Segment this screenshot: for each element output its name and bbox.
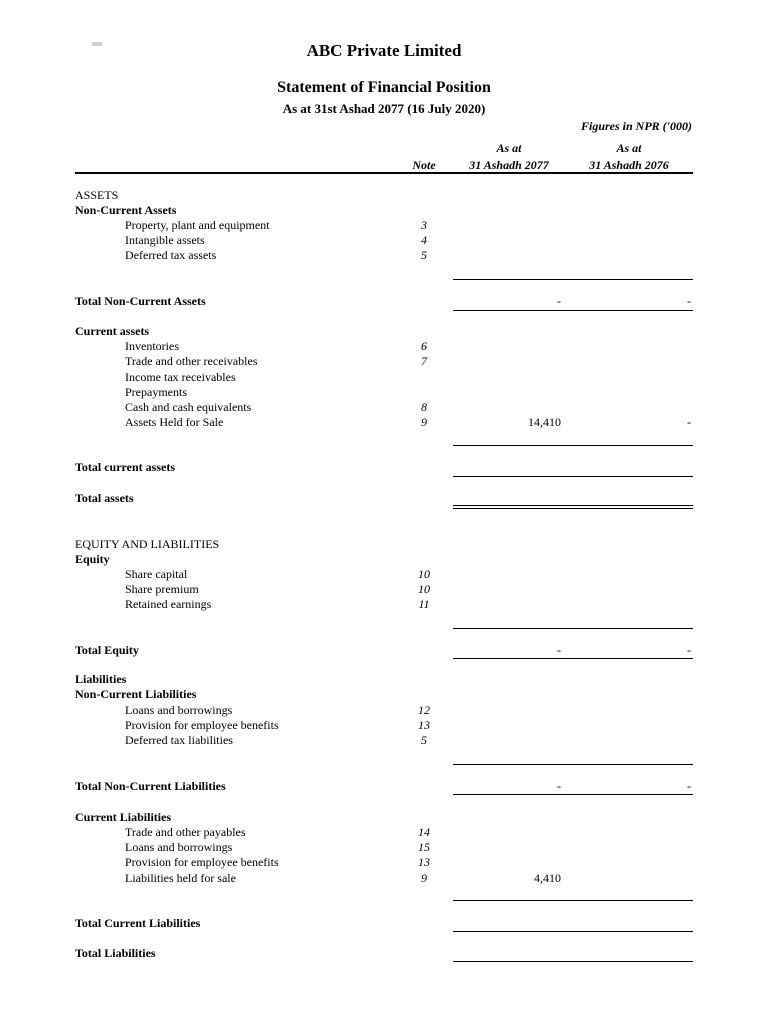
rule-line bbox=[453, 658, 693, 659]
row-label: Trade and other payables bbox=[125, 825, 246, 839]
section-row bbox=[0, 324, 768, 339]
row-label: Deferred tax liabilities bbox=[125, 733, 233, 747]
row-prior-year-value: - bbox=[687, 643, 691, 657]
line-item bbox=[0, 415, 768, 430]
row-label: Trade and other receivables bbox=[125, 354, 258, 368]
section-row bbox=[0, 203, 768, 218]
row-label: Provision for employee benefits bbox=[125, 718, 279, 732]
row-note: 9 bbox=[421, 415, 427, 429]
row-label: Total current assets bbox=[75, 460, 175, 474]
row-note: 14 bbox=[418, 825, 430, 839]
row-label: Total Current Liabilities bbox=[75, 916, 201, 930]
row-label: Total Non-Current Liabilities bbox=[75, 779, 226, 793]
line-item bbox=[0, 871, 768, 886]
rule-line bbox=[453, 931, 693, 932]
row-note: 11 bbox=[418, 597, 430, 611]
rule-line bbox=[453, 961, 693, 962]
line-item bbox=[0, 840, 768, 855]
statement-title: Statement of Financial Position bbox=[277, 79, 491, 96]
row-label: Share premium bbox=[125, 582, 199, 596]
rule-line bbox=[453, 764, 693, 765]
row-label: Total assets bbox=[75, 491, 134, 505]
row-label: Assets Held for Sale bbox=[125, 415, 224, 429]
column-current-year-line1: As at bbox=[496, 141, 522, 155]
row-label: Deferred tax assets bbox=[125, 248, 217, 262]
company-name: ABC Private Limited bbox=[306, 41, 462, 60]
line-item bbox=[0, 733, 768, 748]
row-note: 9 bbox=[421, 871, 427, 885]
section-row bbox=[0, 916, 768, 931]
rule-line bbox=[453, 279, 693, 280]
row-label: ASSETS bbox=[75, 188, 119, 202]
rule-line bbox=[453, 508, 693, 509]
line-item bbox=[0, 855, 768, 870]
row-label: Total Liabilities bbox=[75, 946, 156, 960]
row-note: 5 bbox=[421, 248, 427, 262]
figures-unit-note: Figures in NPR ('000) bbox=[580, 119, 692, 133]
column-prior-year-line2: 31 Ashadh 2076 bbox=[589, 158, 669, 172]
row-label: Liabilities bbox=[75, 672, 127, 686]
rule-line bbox=[453, 476, 693, 477]
row-note: 6 bbox=[421, 339, 427, 353]
row-label: EQUITY AND LIABILITIES bbox=[75, 537, 220, 551]
column-note: Note bbox=[412, 158, 436, 172]
section-row bbox=[0, 460, 768, 475]
line-item bbox=[0, 582, 768, 597]
line-item bbox=[0, 400, 768, 415]
row-label: Loans and borrowings bbox=[125, 840, 233, 854]
line-item bbox=[0, 385, 768, 400]
column-prior-year-line1: As at bbox=[616, 141, 642, 155]
row-note: 10 bbox=[418, 582, 430, 596]
row-label: Intangible assets bbox=[125, 233, 205, 247]
row-current-year-value: 4,410 bbox=[534, 871, 561, 885]
row-label: Cash and cash equivalents bbox=[125, 400, 252, 414]
rule-line bbox=[453, 628, 693, 629]
row-label: Income tax receivables bbox=[125, 370, 236, 384]
section-heading bbox=[0, 537, 768, 552]
section-row bbox=[0, 491, 768, 506]
row-note: 8 bbox=[421, 400, 427, 414]
line-item bbox=[0, 597, 768, 612]
rule-line bbox=[453, 900, 693, 901]
row-current-year-value: 14,410 bbox=[528, 415, 561, 429]
line-item bbox=[0, 339, 768, 354]
row-note: 4 bbox=[421, 233, 427, 247]
rule-line bbox=[453, 310, 693, 311]
section-row bbox=[0, 946, 768, 961]
rule-line bbox=[453, 794, 693, 795]
line-item bbox=[0, 218, 768, 233]
row-note: 12 bbox=[418, 703, 430, 717]
section-row bbox=[0, 552, 768, 567]
row-prior-year-value: - bbox=[687, 294, 691, 308]
section-row bbox=[0, 643, 768, 658]
row-label: Current Liabilities bbox=[75, 810, 172, 824]
row-label: Non-Current Liabilities bbox=[75, 687, 197, 701]
rule-line bbox=[453, 505, 693, 506]
row-prior-year-value: - bbox=[687, 779, 691, 793]
row-note: 7 bbox=[421, 354, 427, 368]
line-item bbox=[0, 825, 768, 840]
row-note: 10 bbox=[418, 567, 430, 581]
row-note: 3 bbox=[421, 218, 427, 232]
row-label: Total Equity bbox=[75, 643, 139, 657]
row-current-year-value: - bbox=[557, 294, 561, 308]
section-heading bbox=[0, 188, 768, 203]
row-label: Loans and borrowings bbox=[125, 703, 233, 717]
row-label: Property, plant and equipment bbox=[125, 218, 270, 232]
row-note: 15 bbox=[418, 840, 430, 854]
row-note: 13 bbox=[418, 718, 430, 732]
section-row bbox=[0, 294, 768, 309]
row-label: Current assets bbox=[75, 324, 150, 338]
row-label: Inventories bbox=[125, 339, 179, 353]
row-label: Prepayments bbox=[125, 385, 187, 399]
line-item bbox=[0, 718, 768, 733]
rule-line bbox=[453, 445, 693, 446]
line-item bbox=[0, 248, 768, 263]
section-row bbox=[0, 672, 768, 687]
row-label: Equity bbox=[75, 552, 110, 566]
line-item bbox=[0, 703, 768, 718]
row-label: Provision for employee benefits bbox=[125, 855, 279, 869]
row-note: 5 bbox=[421, 733, 427, 747]
line-item bbox=[0, 370, 768, 385]
row-prior-year-value: - bbox=[687, 415, 691, 429]
section-row bbox=[0, 687, 768, 702]
line-item bbox=[0, 233, 768, 248]
row-label: Retained earnings bbox=[125, 597, 212, 611]
row-label: Liabilities held for sale bbox=[125, 871, 236, 885]
row-note: 13 bbox=[418, 855, 430, 869]
header-rule bbox=[75, 172, 693, 174]
line-item bbox=[0, 567, 768, 582]
row-current-year-value: - bbox=[557, 779, 561, 793]
section-row bbox=[0, 779, 768, 794]
row-current-year-value: - bbox=[557, 643, 561, 657]
row-label: Non-Current Assets bbox=[75, 203, 177, 217]
statement-date: As at 31st Ashad 2077 (16 July 2020) bbox=[282, 101, 486, 116]
column-current-year-line2: 31 Ashadh 2077 bbox=[469, 158, 549, 172]
row-label: Total Non-Current Assets bbox=[75, 294, 206, 308]
line-item bbox=[0, 354, 768, 369]
section-row bbox=[0, 810, 768, 825]
row-label: Share capital bbox=[125, 567, 188, 581]
